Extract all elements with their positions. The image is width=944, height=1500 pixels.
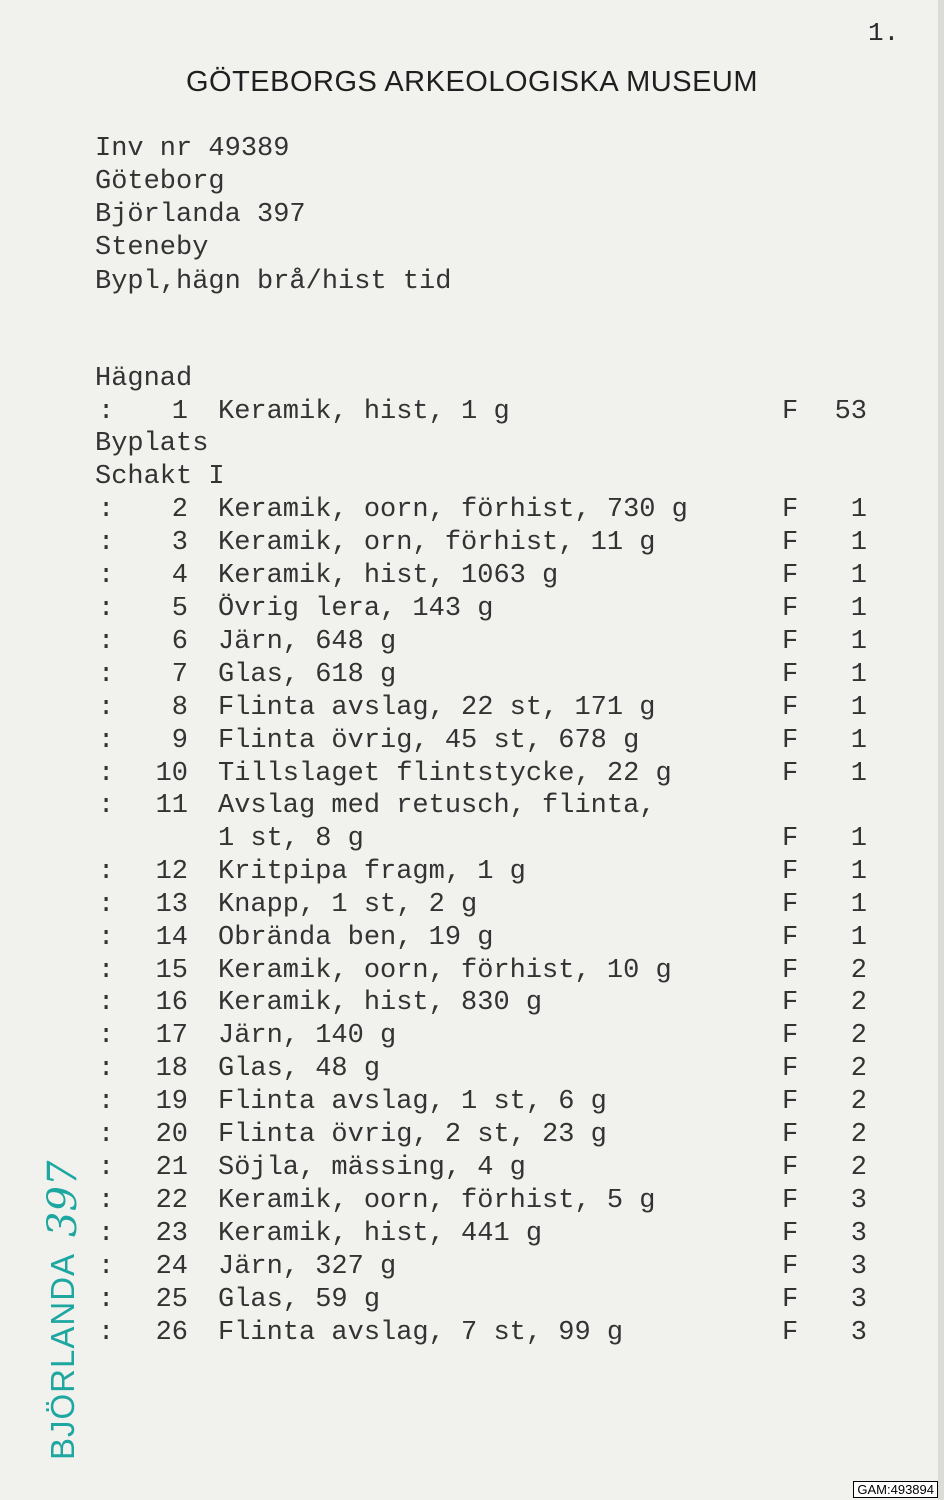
item-description: Glas, 59 g bbox=[218, 1285, 381, 1315]
item-number: 12 bbox=[155, 857, 188, 887]
list-item bbox=[0, 1318, 944, 1351]
item-f-label: F bbox=[782, 857, 799, 887]
item-colon: : bbox=[98, 1285, 115, 1315]
item-f-label: F bbox=[782, 528, 799, 558]
item-description: Flinta övrig, 45 st, 678 g bbox=[218, 726, 640, 756]
item-code: 1 bbox=[850, 627, 867, 657]
item-code: 1 bbox=[850, 561, 867, 591]
item-colon: : bbox=[98, 759, 115, 789]
city-line: Göteborg bbox=[95, 167, 225, 197]
item-description: Avslag med retusch, flinta, bbox=[218, 791, 656, 821]
museum-title: GÖTEBORGS ARKEOLOGISKA MUSEUM bbox=[185, 66, 759, 98]
item-colon: : bbox=[98, 528, 115, 558]
item-number: 22 bbox=[155, 1186, 188, 1216]
list-item bbox=[0, 693, 944, 726]
list-item bbox=[0, 1219, 944, 1252]
list-item bbox=[0, 1120, 944, 1153]
item-f-label: F bbox=[782, 890, 799, 920]
page-number: 1. bbox=[868, 18, 900, 48]
item-description-continued: 1 st, 8 g bbox=[218, 824, 364, 854]
item-code: 3 bbox=[850, 1252, 867, 1282]
place-line: Steneby bbox=[95, 233, 209, 263]
item-code: 1 bbox=[850, 824, 867, 854]
item-description: Järn, 140 g bbox=[218, 1021, 397, 1051]
item-description: Kritpipa fragm, 1 g bbox=[218, 857, 526, 887]
item-f-label: F bbox=[782, 1087, 799, 1117]
item-code: 53 bbox=[834, 397, 867, 427]
list-item bbox=[0, 1186, 944, 1219]
item-f-label: F bbox=[782, 1252, 799, 1282]
item-description: Järn, 327 g bbox=[218, 1252, 397, 1282]
item-colon: : bbox=[98, 791, 115, 821]
context-line: Bypl,hägn brå/hist tid bbox=[95, 267, 452, 297]
item-f-label: F bbox=[782, 1054, 799, 1084]
list-item bbox=[0, 791, 944, 824]
item-colon: : bbox=[98, 1186, 115, 1216]
item-number: 7 bbox=[171, 660, 188, 690]
item-f-label: F bbox=[782, 1153, 799, 1183]
item-number: 10 bbox=[155, 759, 188, 789]
item-description: Flinta avslag, 1 st, 6 g bbox=[218, 1087, 607, 1117]
list-item bbox=[0, 857, 944, 890]
item-description: Keramik, hist, 1 g bbox=[218, 397, 510, 427]
item-f-label: F bbox=[782, 824, 799, 854]
item-colon: : bbox=[98, 627, 115, 657]
item-number: 26 bbox=[155, 1318, 188, 1348]
item-description: Flinta övrig, 2 st, 23 g bbox=[218, 1120, 607, 1150]
list-item bbox=[0, 988, 944, 1021]
item-description: Keramik, orn, förhist, 11 g bbox=[218, 528, 656, 558]
item-description: Keramik, oorn, förhist, 10 g bbox=[218, 956, 672, 986]
item-number: 8 bbox=[171, 693, 188, 723]
item-description: Obrända ben, 19 g bbox=[218, 923, 494, 953]
item-colon: : bbox=[98, 726, 115, 756]
item-number: 20 bbox=[155, 1120, 188, 1150]
list-item bbox=[0, 1087, 944, 1120]
item-number: 25 bbox=[155, 1285, 188, 1315]
item-description: Keramik, hist, 1063 g bbox=[218, 561, 559, 591]
item-f-label: F bbox=[782, 561, 799, 591]
item-f-label: F bbox=[782, 693, 799, 723]
item-f-label: F bbox=[782, 923, 799, 953]
item-f-label: F bbox=[782, 397, 799, 427]
item-f-label: F bbox=[782, 1285, 799, 1315]
item-code: 3 bbox=[850, 1318, 867, 1348]
item-number: 6 bbox=[171, 627, 188, 657]
section-byplats: Byplats bbox=[95, 429, 209, 459]
item-code: 1 bbox=[850, 923, 867, 953]
item-code: 2 bbox=[850, 956, 867, 986]
list-item bbox=[0, 561, 944, 594]
item-description: Övrig lera, 143 g bbox=[218, 594, 494, 624]
item-colon: : bbox=[98, 956, 115, 986]
item-code: 1 bbox=[850, 693, 867, 723]
item-description: Glas, 48 g bbox=[218, 1054, 381, 1084]
item-colon: : bbox=[98, 890, 115, 920]
item-colon: : bbox=[98, 561, 115, 591]
item-colon: : bbox=[98, 988, 115, 1018]
item-code: 1 bbox=[850, 890, 867, 920]
item-colon: : bbox=[98, 1318, 115, 1348]
item-description: Tillslaget flintstycke, 22 g bbox=[218, 759, 672, 789]
item-code: 1 bbox=[850, 594, 867, 624]
item-code: 3 bbox=[850, 1219, 867, 1249]
item-number: 3 bbox=[171, 528, 188, 558]
item-code: 2 bbox=[850, 988, 867, 1018]
item-code: 1 bbox=[850, 726, 867, 756]
item-colon: : bbox=[98, 923, 115, 953]
item-description: Keramik, oorn, förhist, 5 g bbox=[218, 1186, 656, 1216]
item-number: 24 bbox=[155, 1252, 188, 1282]
archive-id: GAM:493894 bbox=[853, 1481, 938, 1498]
item-number: 18 bbox=[155, 1054, 188, 1084]
item-number: 11 bbox=[155, 791, 188, 821]
site-line: Björlanda 397 bbox=[95, 200, 306, 230]
item-number: 9 bbox=[171, 726, 188, 756]
item-number: 13 bbox=[155, 890, 188, 920]
stamp-text: BJÖRLANDA bbox=[44, 1252, 81, 1460]
item-description: Keramik, hist, 441 g bbox=[218, 1219, 543, 1249]
item-code: 1 bbox=[850, 495, 867, 525]
item-f-label: F bbox=[782, 627, 799, 657]
item-number: 17 bbox=[155, 1021, 188, 1051]
list-item bbox=[0, 956, 944, 989]
list-item bbox=[0, 495, 944, 528]
item-description: Järn, 648 g bbox=[218, 627, 397, 657]
list-item bbox=[0, 1252, 944, 1285]
list-item bbox=[0, 1285, 944, 1318]
item-number: 5 bbox=[171, 594, 188, 624]
item-colon: : bbox=[98, 660, 115, 690]
item-number: 19 bbox=[155, 1087, 188, 1117]
item-f-label: F bbox=[782, 1120, 799, 1150]
item-colon: : bbox=[98, 1021, 115, 1051]
item-code: 2 bbox=[850, 1021, 867, 1051]
item-colon: : bbox=[98, 594, 115, 624]
item-number: 21 bbox=[155, 1153, 188, 1183]
item-code: 1 bbox=[850, 857, 867, 887]
item-colon: : bbox=[98, 1120, 115, 1150]
item-number: 4 bbox=[171, 561, 188, 591]
item-colon: : bbox=[98, 495, 115, 525]
item-description: Keramik, oorn, förhist, 730 g bbox=[218, 495, 688, 525]
item-code: 2 bbox=[850, 1087, 867, 1117]
item-colon: : bbox=[98, 1252, 115, 1282]
list-item-continuation bbox=[0, 824, 944, 857]
item-f-label: F bbox=[782, 660, 799, 690]
item-colon: : bbox=[98, 397, 115, 427]
item-number: 1 bbox=[171, 397, 188, 427]
item-code: 1 bbox=[850, 528, 867, 558]
section-hagnad: Hägnad bbox=[95, 364, 193, 394]
item-code: 2 bbox=[850, 1054, 867, 1084]
list-item bbox=[0, 890, 944, 923]
item-f-label: F bbox=[782, 1021, 799, 1051]
list-item bbox=[0, 1054, 944, 1087]
item-description: Knapp, 1 st, 2 g bbox=[218, 890, 478, 920]
item-number: 23 bbox=[155, 1219, 188, 1249]
list-item bbox=[0, 759, 944, 792]
item-code: 2 bbox=[850, 1120, 867, 1150]
item-f-label: F bbox=[782, 495, 799, 525]
item-f-label: F bbox=[782, 759, 799, 789]
item-description: Söjla, mässing, 4 g bbox=[218, 1153, 526, 1183]
list-item bbox=[0, 660, 944, 693]
item-colon: : bbox=[98, 693, 115, 723]
item-colon: : bbox=[98, 1087, 115, 1117]
list-item bbox=[0, 594, 944, 627]
item-number: 16 bbox=[155, 988, 188, 1018]
list-item bbox=[0, 397, 944, 430]
item-description: Keramik, hist, 830 g bbox=[218, 988, 543, 1018]
list-item bbox=[0, 1021, 944, 1054]
item-description: Glas, 618 g bbox=[218, 660, 397, 690]
item-code: 2 bbox=[850, 1153, 867, 1183]
list-item bbox=[0, 627, 944, 660]
item-colon: : bbox=[98, 1219, 115, 1249]
item-code: 3 bbox=[850, 1285, 867, 1315]
item-code: 1 bbox=[850, 759, 867, 789]
item-colon: : bbox=[98, 1153, 115, 1183]
item-number: 14 bbox=[155, 923, 188, 953]
item-colon: : bbox=[98, 857, 115, 887]
list-item bbox=[0, 726, 944, 759]
item-colon: : bbox=[98, 1054, 115, 1084]
item-f-label: F bbox=[782, 988, 799, 1018]
section-schakt: Schakt I bbox=[95, 462, 225, 492]
item-f-label: F bbox=[782, 1219, 799, 1249]
item-f-label: F bbox=[782, 1186, 799, 1216]
item-f-label: F bbox=[782, 956, 799, 986]
item-f-label: F bbox=[782, 1318, 799, 1348]
site-stamp bbox=[40, 1161, 86, 1460]
item-code: 3 bbox=[850, 1186, 867, 1216]
item-number: 2 bbox=[171, 495, 188, 525]
item-code: 1 bbox=[850, 660, 867, 690]
item-description: Flinta avslag, 22 st, 171 g bbox=[218, 693, 656, 723]
item-f-label: F bbox=[782, 726, 799, 756]
item-description: Flinta avslag, 7 st, 99 g bbox=[218, 1318, 624, 1348]
list-item bbox=[0, 528, 944, 561]
item-f-label: F bbox=[782, 594, 799, 624]
list-item bbox=[0, 923, 944, 956]
list-item bbox=[0, 1153, 944, 1186]
stamp-handwritten-number: 397 bbox=[40, 1160, 86, 1237]
item-number: 15 bbox=[155, 956, 188, 986]
inventory-number: Inv nr 49389 bbox=[95, 134, 290, 164]
